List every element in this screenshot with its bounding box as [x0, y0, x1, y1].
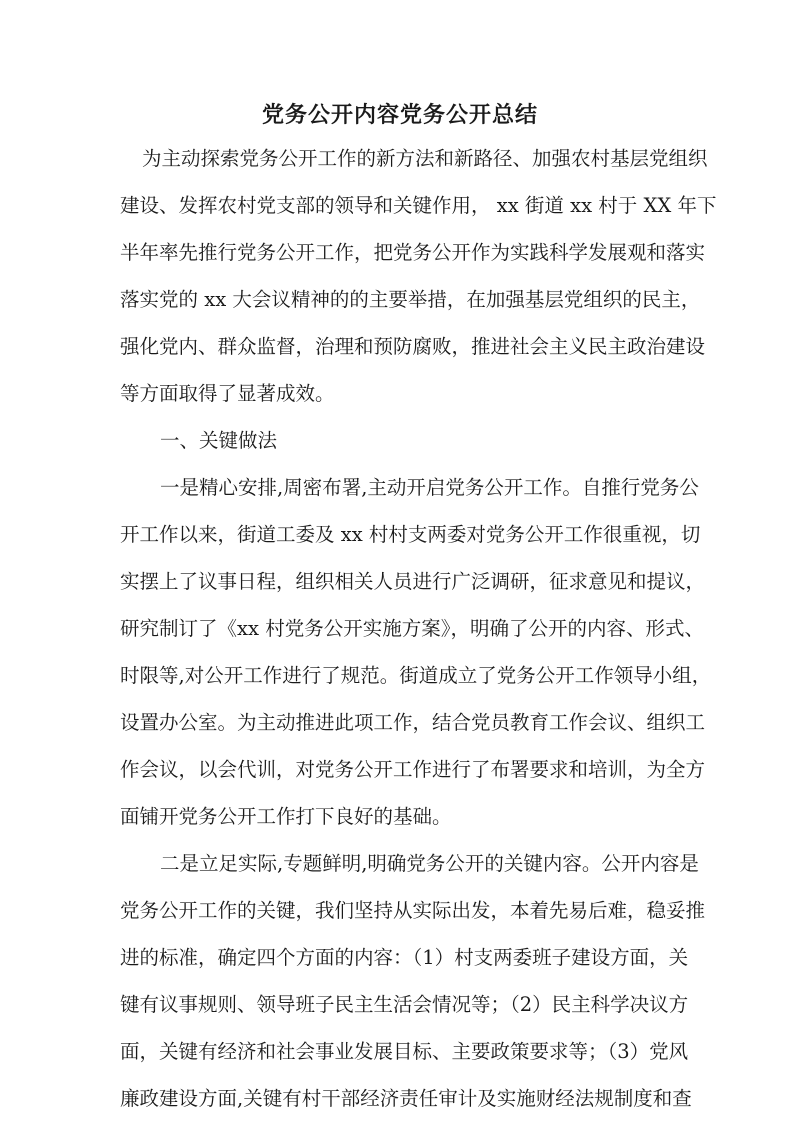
paragraph-line: 面铺开党务公开工作打下良好的基础。 — [120, 805, 452, 828]
paragraph-line: 等方面取得了显著成效。 — [120, 382, 335, 405]
paragraph-line: 进的标准，确定四个方面的内容：（1）村支两委班子建设方面，关 — [120, 946, 689, 969]
section-heading: 一、关键做法 — [160, 429, 278, 452]
paragraph-line: 二是立足实际,专题鲜明,明确党务公开的关键内容。公开内容是 — [160, 852, 699, 875]
paragraph-line: 廉政建设方面,关键有村干部经济责任审计及实施财经法规制度和查 — [120, 1087, 692, 1110]
paragraph-line: 强化党内、群众监督，治理和预防腐败，推进社会主义民主政治建设 — [120, 335, 706, 358]
paragraph-line: 党务公开工作的关键，我们坚持从实际出发，本着先易后难，稳妥推 — [120, 899, 706, 922]
paragraph-line: 面，关键有经济和社会事业发展目标、主要政策要求等；（3）党风 — [120, 1040, 689, 1063]
paragraph-line: 设置办公室。为主动推进此项工作，结合党员教育工作会议、组织工 — [120, 711, 706, 734]
paragraph-line: 实摆上了议事日程，组织相关人员进行广泛调研，征求意见和提议， — [120, 570, 706, 593]
paragraph-line: 建设、发挥农村党支部的领导和关键作用， xx 街道 xx 村于 XX 年下 — [120, 194, 717, 217]
paragraph-line: 一是精心安排,周密布署,主动开启党务公开工作。自推行党务公 — [160, 476, 699, 499]
paragraph-line: 为主动探索党务公开工作的新方法和新路径、加强农村基层党组织 — [142, 147, 708, 170]
paragraph-line: 研究制订了《xx 村党务公开实施方案》，明确了公开的内容、形式、 — [120, 617, 704, 640]
paragraph-line: 键有议事规则、领导班子民主生活会情况等；（2）民主科学决议方 — [120, 993, 689, 1016]
paragraph-line: 时限等,对公开工作进行了规范。街道成立了党务公开工作领导小组， — [120, 664, 712, 687]
document-title: 党务公开内容党务公开总结 — [261, 102, 538, 128]
paragraph-line: 作会议，以会代训，对党务公开工作进行了布署要求和培训，为全方 — [120, 758, 706, 781]
paragraph-line: 开工作以来，街道工委及 xx 村村支两委对党务公开工作很重视，切 — [120, 523, 701, 546]
paragraph-line: 落实党的 xx 大会议精神的的主要举措，在加强基层党组织的民主， — [120, 288, 701, 311]
paragraph-line: 半年率先推行党务公开工作，把党务公开作为实践科学发展观和落实 — [120, 241, 706, 264]
